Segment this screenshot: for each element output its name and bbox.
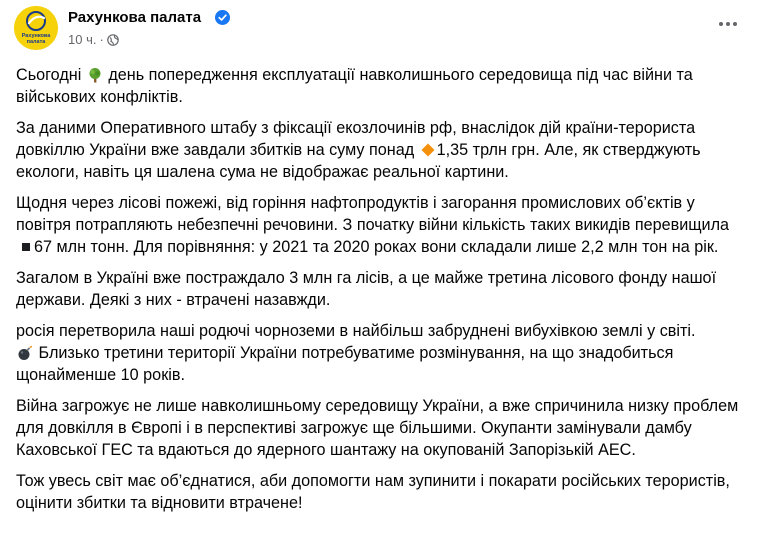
more-dot xyxy=(733,22,737,26)
paragraph-2-text-b: 1,35 трлн грн. Але, як стверджують екологи, навіть ця шалена сума не відображає реальної картини. xyxy=(16,141,701,181)
paragraph-5-text-b: Близько третини території України потребуватиме розмінування, на що знадобиться щонайменше 10 років. xyxy=(16,344,674,384)
paragraph-3-text-a: Щодня через лісові пожежі, від горіння нафтопродуктів і загорання промислових об’єктів у повітря потрапляють небезпечні речовини. З початку війни кількість таких викидів перевищила xyxy=(16,194,730,234)
meta-separator: · xyxy=(99,32,104,47)
paragraph-5-text-a: росія перетворила наші родючі чорноземи в найбільш забруднені вибухівкою землі у світі. xyxy=(16,322,696,340)
paragraph-1 xyxy=(16,64,746,108)
page-name-link[interactable]: Рахункова палата xyxy=(68,9,202,26)
paragraph-3 xyxy=(16,192,746,258)
paragraph-1-text-a: Сьогодні xyxy=(16,66,82,84)
paragraph-6: Війна загрожує не лише навколишньому середовищу України, а вже спричинила низку проблем для довкілля в Європі і в перспективі загрожує ще більшими. Окупанти замінували дамбу Каховської ГЕС та вдаються до ядерного шантажу на окупованій Запорізькій АЕС. xyxy=(16,397,739,459)
paragraph-3-text-b: 67 млн тонн. Для порівняння: у 2021 та 2020 роках вони складали лише 2,2 млн тон на рік. xyxy=(34,238,719,256)
paragraph-2-text-a: За даними Оперативного штабу з фіксації екозлочинів рф, внаслідок дій країни-терориста довкіллю України вже завдали збитків на суму понад xyxy=(16,119,696,159)
more-options-button[interactable] xyxy=(711,10,745,38)
orange-diamond-emoji-icon xyxy=(420,142,436,158)
post-text xyxy=(16,64,746,523)
paragraph-5 xyxy=(16,320,746,386)
bomb-emoji-icon xyxy=(17,345,33,361)
paragraph-2 xyxy=(16,117,746,183)
more-dot xyxy=(726,22,730,26)
page-avatar[interactable] xyxy=(14,6,58,50)
verified-badge-icon xyxy=(215,10,230,25)
more-options-icon xyxy=(719,22,723,26)
black-square-emoji-icon xyxy=(22,243,30,251)
paragraph-1-text-b: день попередження експлуатації навколишнього середовища під час війни та військових конфліктів. xyxy=(16,66,693,106)
paragraph-4: Загалом в Україні вже постраждало 3 млн га лісів, а це майже третина лісового фонду нашої держави. Деякі з них - втрачені назавжди. xyxy=(16,269,717,309)
globe-icon[interactable] xyxy=(107,34,119,46)
paragraph-7: Тож увесь світ має об’єднатися, аби допомогти нам зупинити і покарати російських терористів, оцінити збитки та відновити втрачене! xyxy=(16,472,730,512)
post-timestamp[interactable]: 10 ч. xyxy=(68,32,97,47)
tree-emoji-icon xyxy=(87,67,103,83)
post-meta xyxy=(68,32,119,47)
post-header xyxy=(14,6,745,52)
avatar-logo-text: Рахункова палата xyxy=(21,33,51,45)
